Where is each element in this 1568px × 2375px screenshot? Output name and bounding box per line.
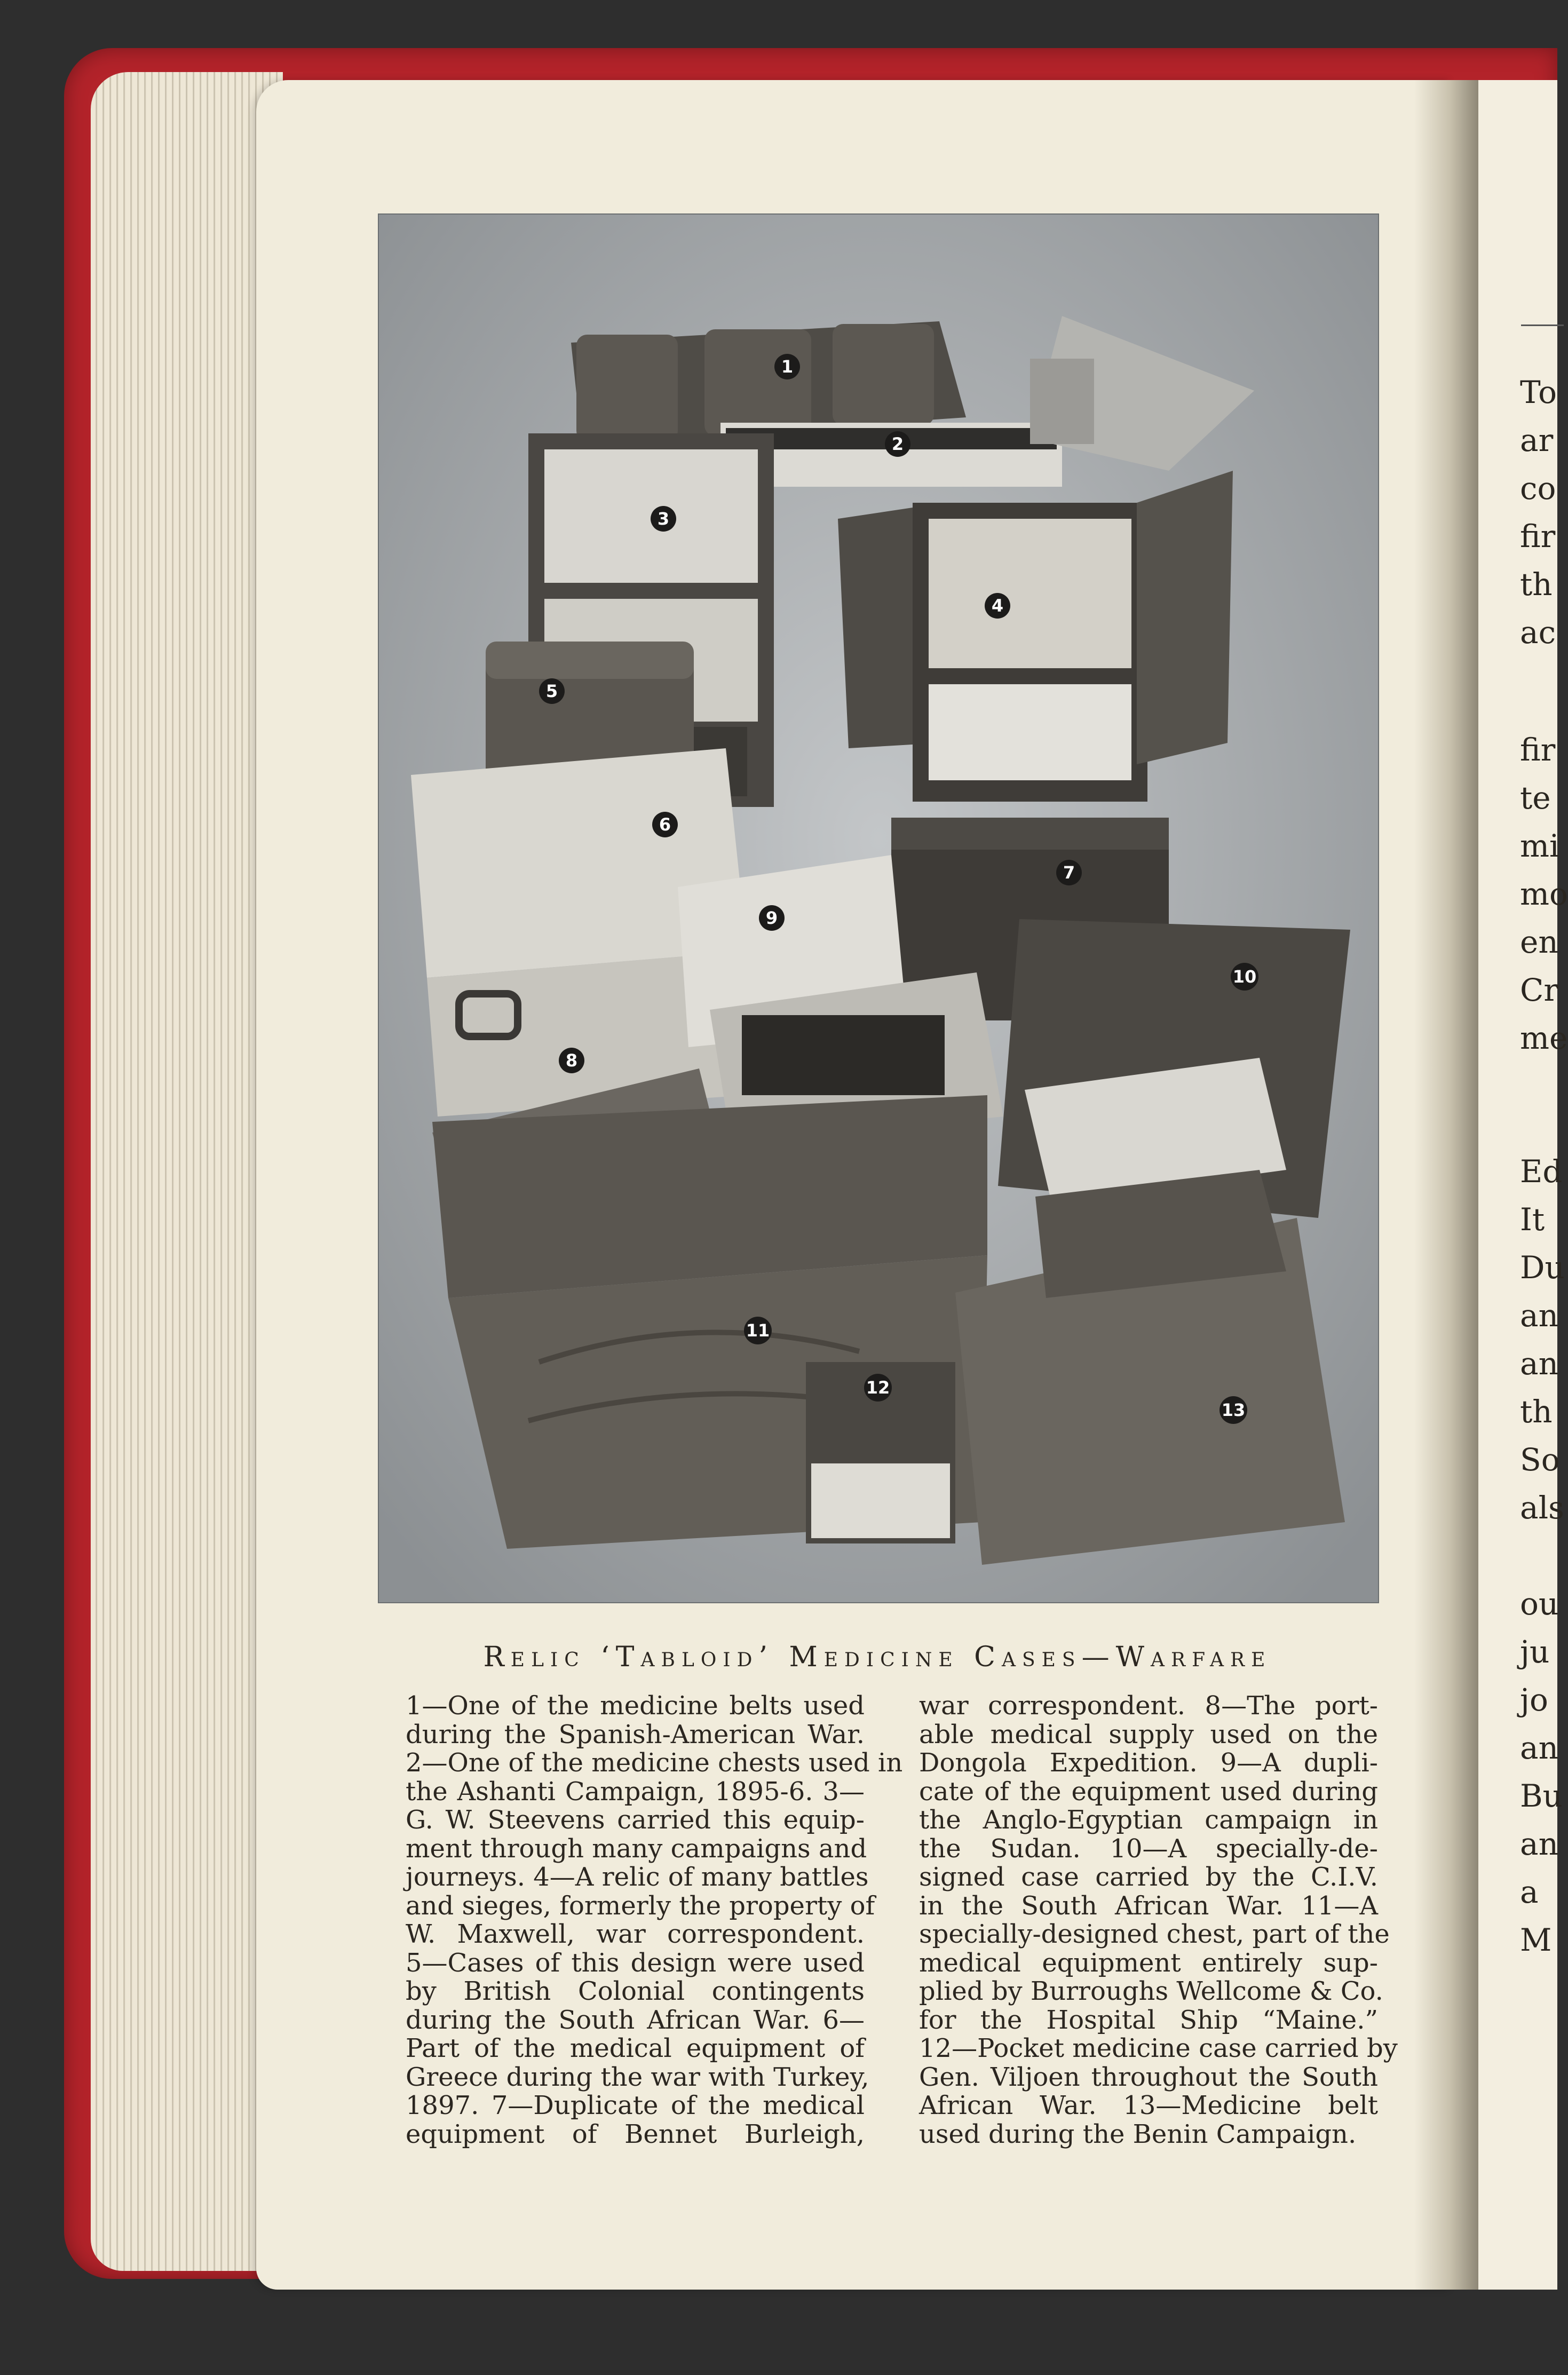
facing-line: fir [1520,518,1556,555]
facing-line: Bu [1520,1778,1563,1814]
caption-line: specially-designed chest, part of the [919,1919,1390,1949]
facing-line: mi [1520,828,1559,864]
facing-text-group-4 [1520,1580,1563,1964]
caption-line: 5—Cases of this design were used [406,1948,865,1978]
number-label-text: 8 [565,1050,578,1071]
facing-line: co [1520,470,1556,506]
facing-line: M [1520,1922,1552,1958]
number-label-text: 12 [866,1378,890,1398]
facing-line: en [1520,924,1558,960]
caption-line: 2—One of the medicine chests used in [406,1748,903,1778]
number-label-2 [885,431,910,457]
number-label-10 [1231,963,1258,991]
number-label-text: 5 [545,681,558,701]
caption-right-column [919,1691,1398,2149]
facing-text-group-3 [1520,1147,1565,1532]
facing-line: als [1520,1490,1564,1526]
number-label-text: 6 [659,814,671,835]
caption-line: and sieges, formerly the property of [406,1890,875,1921]
number-label-9 [759,905,785,931]
book-gutter [1414,80,1478,2290]
caption-line: W. Maxwell, war correspondent. [406,1919,865,1949]
number-label-text: 10 [1232,967,1257,987]
caption-line: during the South African War. 6— [406,2005,865,2035]
plate-caption-title: Relic ‘Tabloid’ Medicine Cases—Warfare [483,1641,1272,1673]
number-label-5 [539,678,565,704]
caption-line: Part of the medical equipment of [406,2033,865,2063]
facing-line: an [1520,1730,1558,1766]
facing-line: So [1520,1442,1560,1478]
medicine-cases-photograph [378,213,1379,1603]
caption-line: African War. 13—Medicine belt [919,2091,1378,2120]
facing-line: th [1520,1394,1553,1430]
caption-line: in the South African War. 11—A [919,1890,1378,1921]
number-label-text: 13 [1221,1400,1246,1420]
caption-line: Gen. Viljoen throughout the South [919,2062,1378,2092]
caption-line: 1—One of the medicine belts used [406,1691,865,1721]
facing-line: an [1520,1345,1558,1382]
caption-line: G. W. Steevens carried this equip- [406,1805,865,1835]
caption-line: 12—Pocket medicine case carried by [919,2033,1398,2063]
facing-line: It [1520,1201,1545,1238]
caption-line: signed case carried by the C.I.V. [919,1862,1378,1892]
facing-line: fir [1520,732,1556,768]
caption-line: cate of the equipment used during [919,1776,1378,1807]
caption-line: by British Colonial contingents [406,1976,865,2006]
caption-line: during the Spanish-American War. [406,1719,865,1749]
number-label-text: 4 [991,596,1004,616]
caption-line: Dongola Expedition. 9—A dupli- [919,1748,1378,1778]
number-label-13 [1219,1396,1247,1424]
number-label-text: 11 [746,1320,770,1341]
number-label-4 [985,593,1010,619]
caption-line: equipment of Bennet Burleigh, [406,2119,865,2149]
caption-line: plied by Burroughs Wellcome & Co. [919,1976,1383,2006]
facing-line: ar [1520,422,1554,458]
caption-line: for the Hospital Ship “Maine.” [919,2005,1378,2035]
number-label-text: 9 [765,908,778,928]
caption-line: medical equipment entirely sup- [919,1948,1378,1978]
facing-line: an [1520,1826,1558,1862]
facing-line: jo [1520,1682,1548,1718]
number-label-1 [774,354,800,379]
number-label-text: 2 [891,434,904,454]
case-10 [998,919,1350,1218]
facing-line: me [1520,1020,1568,1056]
number-label-12 [864,1374,892,1402]
number-label-text: 3 [657,509,670,529]
facing-line: Ed [1520,1153,1563,1190]
page-edges [91,72,283,2271]
caption-line: war correspondent. 8—The port- [919,1691,1378,1721]
facing-page-rule [1521,324,1564,326]
number-label-3 [651,506,676,532]
facing-line: te [1520,780,1551,816]
number-label-6 [652,812,678,837]
facing-text-group-2 [1520,726,1568,1062]
caption-line: the Anglo-Egyptian campaign in [919,1805,1378,1835]
number-label-8 [559,1048,584,1073]
facing-line: ju [1520,1634,1550,1670]
caption-line: able medical supply used on the [919,1719,1378,1749]
facing-line: th [1520,566,1553,603]
caption-left-column [406,1691,903,2149]
facing-line: ac [1520,614,1556,651]
facing-line: a [1520,1874,1539,1910]
number-label-11 [744,1317,772,1344]
number-label-text: 7 [1063,862,1075,883]
number-label-7 [1056,860,1082,885]
facing-line: Du [1520,1249,1565,1286]
caption-line: ment through many campaigns and [406,1833,867,1864]
caption-line: journeys. 4—A relic of many battles [406,1862,869,1892]
facing-line: ou [1520,1586,1559,1622]
caption-line: Greece during the war with Turkey, [406,2062,869,2092]
caption-line: the Sudan. 10—A specially-de- [919,1833,1378,1864]
caption-line: the Ashanti Campaign, 1895-6. 3— [406,1776,865,1807]
caption-line: used during the Benin Campaign. [919,2119,1357,2149]
facing-line: an [1520,1297,1558,1334]
number-label-text: 1 [781,357,794,377]
facing-line: mo [1520,876,1568,912]
caption-line: 1897. 7—Duplicate of the medical [406,2091,865,2120]
facing-line: Cr [1520,972,1559,1008]
facing-text-group-1 [1520,368,1557,656]
facing-page [1478,80,1568,2290]
facing-line: To [1520,374,1557,410]
